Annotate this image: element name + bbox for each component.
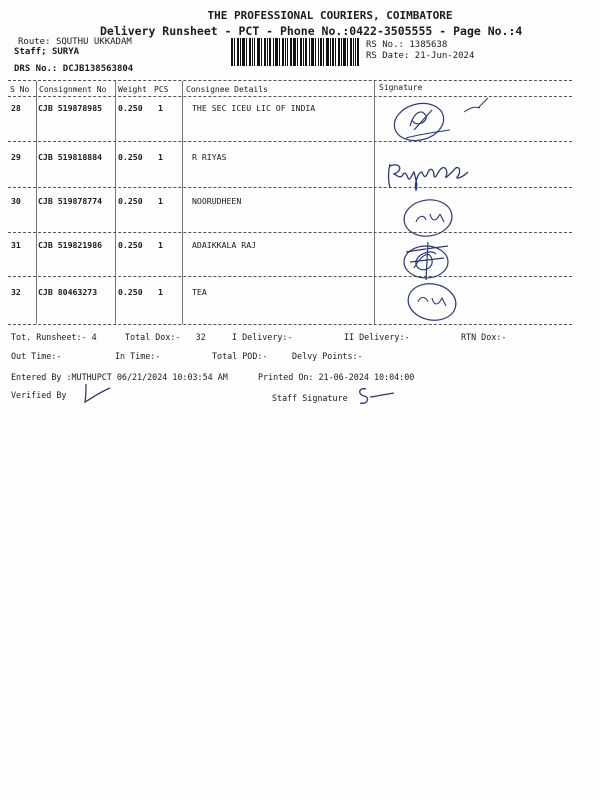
- handwritten-signature: [376, 86, 516, 146]
- route-label: Route:: [18, 37, 51, 47]
- i-delivery: I Delivery:-: [232, 332, 293, 342]
- route-value: SQUTHU UKKADAM: [55, 37, 132, 47]
- verified-by-signature: [80, 382, 114, 406]
- rs-date-value: 21-Jun-2024: [414, 51, 475, 61]
- row-rule: [8, 276, 572, 277]
- row-consignee: THE SEC ICEU LIC OF INDIA: [192, 103, 316, 113]
- row-consignee: R RIYAS: [192, 152, 227, 162]
- rtn-dox: RTN Dox:-: [461, 332, 507, 342]
- row-pcs: 1: [158, 287, 163, 297]
- table-top-rule: [8, 80, 572, 81]
- column-divider: [36, 81, 37, 324]
- column-header-pcs: PCS: [154, 85, 169, 94]
- handwritten-signature: [384, 158, 474, 192]
- runsheet-subtitle: Delivery Runsheet - PCT - Phone No.:0422-3505555 - Page No.:4: [100, 24, 523, 38]
- rs-date-label: RS Date:: [366, 51, 410, 61]
- column-header-weight: Weight: [118, 85, 147, 94]
- row-consignment-no: CJB 519878985: [38, 103, 103, 113]
- drs-value: DCJB138563804: [62, 64, 134, 74]
- column-header-consignee: Consignee Details: [186, 85, 268, 94]
- row-pcs: 1: [158, 196, 163, 206]
- row-consignment-no: CJB 519878774: [38, 196, 103, 206]
- out-time: Out Time:-: [11, 351, 62, 361]
- row-weight: 0.250: [118, 196, 143, 206]
- row-pcs: 1: [158, 152, 163, 162]
- column-header-signature: Signature: [379, 83, 423, 92]
- total-dox: Total Dox:- 32: [125, 332, 206, 342]
- row-consignment-no: CJB 519818884: [38, 152, 103, 162]
- rs-no-line: [366, 40, 447, 50]
- row-pcs: 1: [158, 103, 163, 113]
- row-weight: 0.250: [118, 103, 143, 113]
- company-name: THE PROFESSIONAL COURIERS, COIMBATORE: [207, 9, 453, 22]
- total-pod: Total POD:-: [212, 351, 268, 361]
- route-line: [18, 37, 132, 47]
- column-divider: [115, 81, 116, 324]
- row-sno: 28: [11, 103, 21, 113]
- handwritten-signature: [396, 234, 466, 284]
- row-weight: 0.250: [118, 152, 143, 162]
- printed-on: Printed On: 21-06-2024 10:04:00: [258, 372, 415, 382]
- column-header-sno: S No: [10, 85, 30, 94]
- row-consignment-no: CJB 80463273: [38, 287, 98, 297]
- row-sno: 32: [11, 287, 21, 297]
- barcode: [231, 38, 359, 66]
- delvy-points: Delvy Points:-: [292, 351, 363, 361]
- row-sno: 29: [11, 152, 21, 162]
- row-sno: 31: [11, 240, 21, 250]
- row-consignee: ADAIKKALA RAJ: [192, 240, 257, 250]
- row-weight: 0.250: [118, 240, 143, 250]
- row-weight: 0.250: [118, 287, 143, 297]
- staff-signature-mark: [352, 385, 398, 409]
- table-bottom-rule: [8, 324, 572, 325]
- staff-label: Staff;: [14, 47, 47, 57]
- verified-by-label: Verified By: [11, 390, 67, 400]
- row-consignee: NOORUDHEEN: [192, 196, 242, 206]
- row-rule: [8, 187, 572, 188]
- row-pcs: 1: [158, 240, 163, 250]
- row-rule: [8, 232, 572, 233]
- staff-value: SURYA: [51, 47, 80, 57]
- row-sno: 30: [11, 196, 21, 206]
- drs-label: DRS No.:: [14, 64, 58, 74]
- in-time: In Time:-: [115, 351, 161, 361]
- drs-line: [14, 64, 133, 74]
- handwritten-signature: [400, 278, 470, 328]
- column-header-consignment: Consignment No: [39, 85, 107, 94]
- column-divider: [182, 81, 183, 324]
- row-consignment-no: CJB 519821986: [38, 240, 103, 250]
- entered-by: Entered By :MUTHUPCT 06/21/2024 10:03:54 AM: [11, 372, 228, 382]
- staff-signature-label: Staff Signature: [272, 393, 348, 403]
- rs-date-line: [366, 51, 474, 61]
- column-divider: [374, 81, 375, 324]
- rs-no-value: 1385638: [409, 40, 448, 50]
- rs-no-label: RS No.:: [366, 40, 404, 50]
- ii-delivery: II Delivery:-: [344, 332, 410, 342]
- staff-line: [14, 47, 79, 57]
- row-consignee: TEA: [192, 287, 207, 297]
- total-runsheet: Tot. Runsheet:- 4: [11, 332, 97, 342]
